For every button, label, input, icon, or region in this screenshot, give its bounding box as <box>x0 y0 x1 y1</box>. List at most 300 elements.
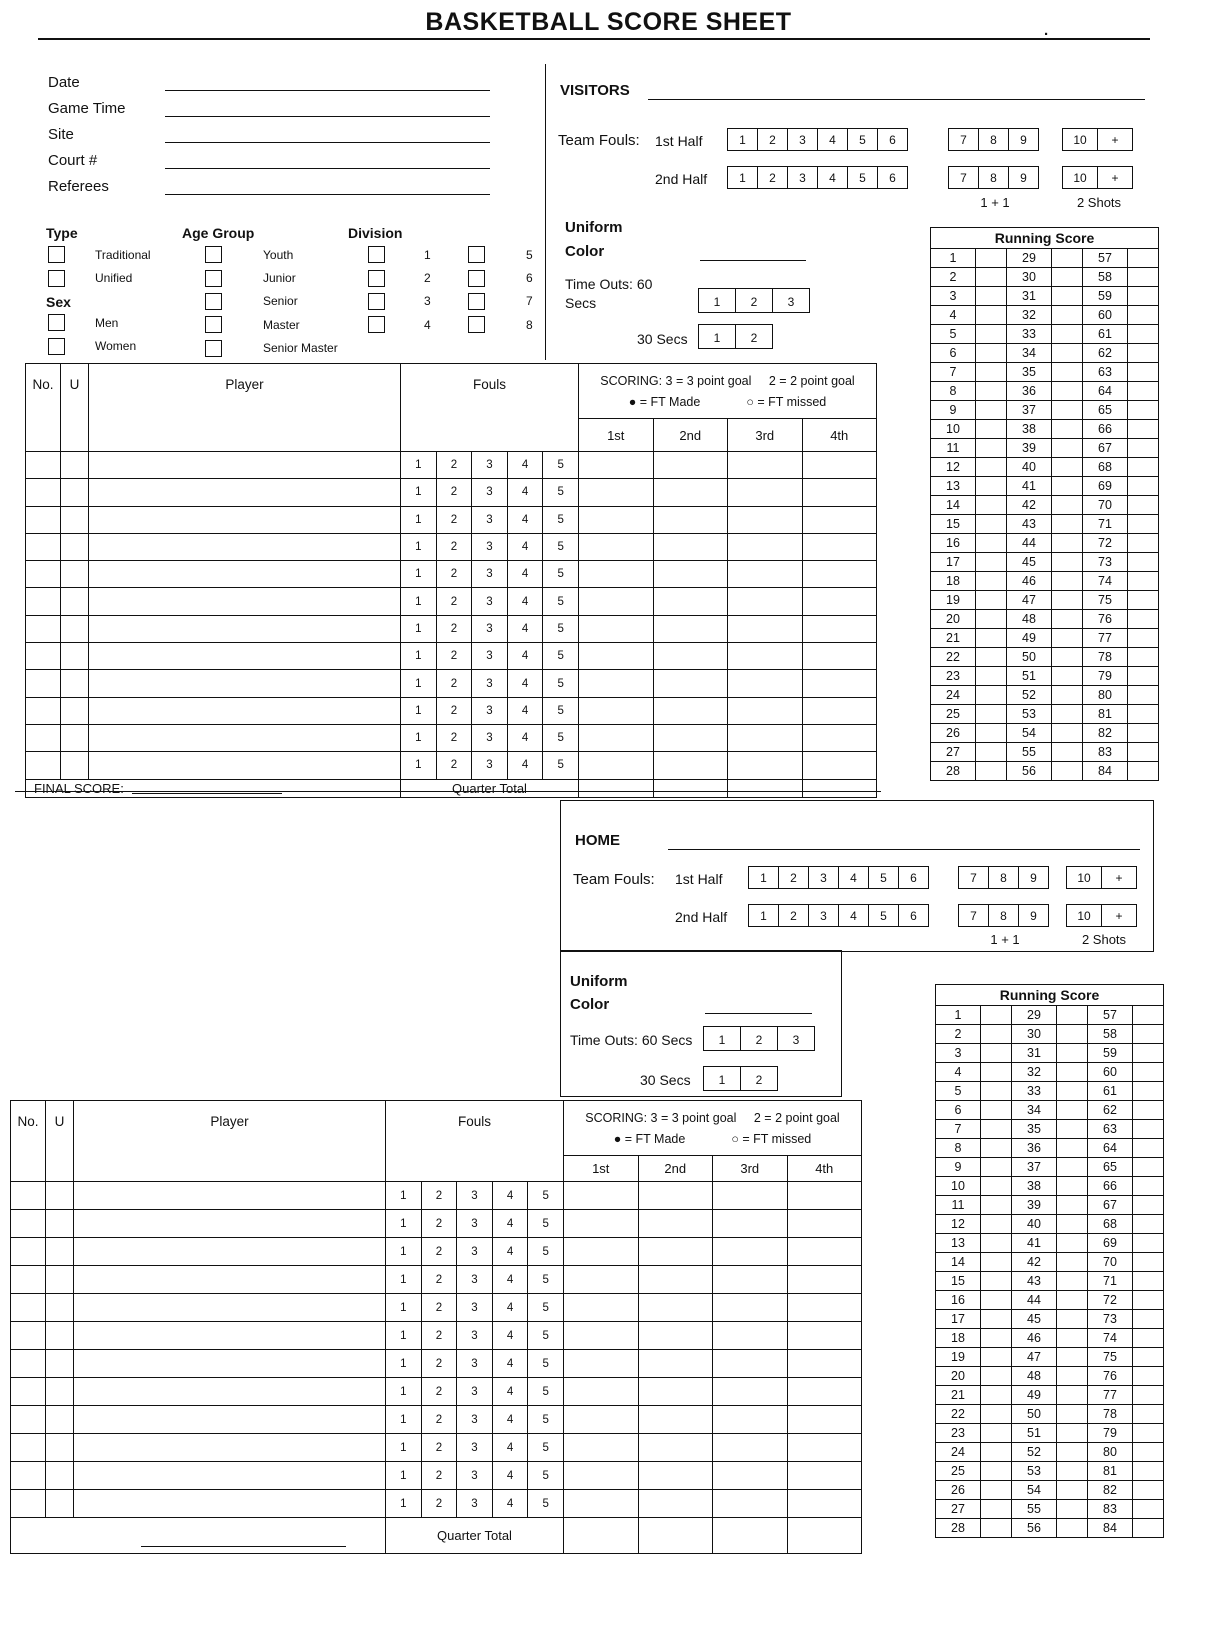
checkbox-6[interactable] <box>468 270 485 287</box>
checkbox-women[interactable] <box>48 338 65 355</box>
checkbox-5[interactable] <box>468 246 485 263</box>
unified-cell <box>46 1238 74 1265</box>
running-score-mark-cell <box>976 743 1007 762</box>
running-score-mark-cell <box>981 1443 1012 1462</box>
running-score-mark-cell <box>981 1481 1012 1500</box>
fouls-cell <box>386 1210 564 1237</box>
running-score-number-67: 67 <box>1083 439 1128 458</box>
home-two-shots-label: 2 Shots <box>1081 932 1127 947</box>
player-number-cell <box>26 643 61 669</box>
quarter-score-cell-3rd <box>713 1182 788 1209</box>
running-score-number-62: 62 <box>1088 1101 1133 1120</box>
running-score-mark-cell <box>981 1006 1012 1025</box>
team-foul-box-3[interactable]: 3 <box>808 904 839 927</box>
quarter-score-cell-3rd <box>728 588 803 614</box>
quarter-score-cell-4th <box>788 1322 862 1349</box>
checkbox-label-youth: Youth <box>263 247 294 262</box>
final-score-area <box>26 780 401 797</box>
running-score-number-21: 21 <box>936 1386 981 1405</box>
fouls-cell <box>386 1182 564 1209</box>
running-score-mark-cell <box>1128 762 1159 781</box>
checkbox-2[interactable] <box>368 270 385 287</box>
checkbox-row-5 <box>468 243 533 266</box>
timeout-box-1[interactable]: 1 <box>703 1066 741 1091</box>
team-foul-box-9[interactable]: 9 <box>1018 904 1049 927</box>
running-score-mark-cell <box>1133 1253 1164 1272</box>
team-foul-box-6[interactable]: 6 <box>898 904 929 927</box>
running-score-mark-cell <box>1057 1101 1088 1120</box>
quarter-score-cell-2nd <box>639 1238 714 1265</box>
foul-number-1: 1 <box>386 1182 422 1209</box>
foul-number-5: 5 <box>542 1385 549 1398</box>
team-foul-box-8[interactable]: 8 <box>988 904 1019 927</box>
type-checkbox-group <box>48 243 151 290</box>
checkbox-unified[interactable] <box>48 270 65 287</box>
team-foul-box-9[interactable]: 9 <box>1008 128 1039 151</box>
team-foul-box-8[interactable]: 8 <box>978 166 1009 189</box>
running-score-number-65: 65 <box>1088 1158 1133 1177</box>
player-number-cell <box>26 588 61 614</box>
running-score-mark-cell <box>976 268 1007 287</box>
checkbox-row-unified <box>48 266 151 289</box>
running-score-row <box>931 762 1159 781</box>
sex-section-label: Sex <box>46 294 71 310</box>
quarter-total-cell-2nd <box>654 780 729 797</box>
quarter-header-1st: 1st <box>579 419 654 451</box>
timeout-box-2[interactable]: 2 <box>740 1066 778 1091</box>
team-foul-box-1[interactable]: 1 <box>748 866 779 889</box>
visitors-timeouts-60-label: Time Outs: 60 <box>565 276 653 292</box>
running-score-mark-cell <box>976 572 1007 591</box>
running-score-number-18: 18 <box>931 572 976 591</box>
team-foul-box-4[interactable]: 4 <box>838 904 869 927</box>
team-foul-box-plus[interactable]: + <box>1101 866 1137 889</box>
quarter-score-cell-1st <box>564 1378 639 1405</box>
checkbox-master[interactable] <box>205 316 222 333</box>
running-score-row <box>931 420 1159 439</box>
team-foul-box-10[interactable]: 10 <box>1066 866 1102 889</box>
player-number-cell <box>11 1406 46 1433</box>
team-foul-box-5[interactable]: 5 <box>847 128 878 151</box>
foul-number-2: 2 <box>422 1294 458 1321</box>
checkbox-4[interactable] <box>368 316 385 333</box>
team-foul-box-4[interactable]: 4 <box>817 128 848 151</box>
running-score-mark-cell <box>1057 1481 1088 1500</box>
running-score-mark-cell <box>981 1500 1012 1519</box>
running-score-number-63: 63 <box>1088 1120 1133 1139</box>
checkbox-label-5: 5 <box>526 247 533 262</box>
foul-number-2: 2 <box>422 1378 458 1405</box>
foul-number-4: 4 <box>493 1210 529 1237</box>
running-score-mark-cell <box>981 1025 1012 1044</box>
quarter-score-cell-1st <box>564 1490 639 1517</box>
unified-cell <box>61 752 89 778</box>
running-score-mark-cell <box>1133 1139 1164 1158</box>
running-score-row <box>936 1234 1164 1253</box>
quarter-total-cell-1st <box>579 780 654 797</box>
running-score-mark-cell <box>1128 363 1159 382</box>
running-score-mark-cell <box>1057 1500 1088 1519</box>
team-foul-box-1[interactable]: 1 <box>748 904 779 927</box>
team-foul-box-9[interactable]: 9 <box>1018 866 1049 889</box>
foul-number-3: 3 <box>457 1462 493 1489</box>
running-score-mark-cell <box>976 591 1007 610</box>
running-score-mark-cell <box>1057 1215 1088 1234</box>
team-foul-box-7[interactable]: 7 <box>958 866 989 889</box>
quarter-score-cell-2nd <box>654 643 729 669</box>
team-foul-box-8[interactable]: 8 <box>988 866 1019 889</box>
running-score-number-16: 16 <box>931 534 976 553</box>
timeout-box-3[interactable]: 3 <box>777 1026 815 1051</box>
team-foul-box-4[interactable]: 4 <box>838 866 869 889</box>
running-score-mark-cell <box>981 1519 1012 1538</box>
team-foul-box-2[interactable]: 2 <box>757 128 788 151</box>
running-score-number-11: 11 <box>931 439 976 458</box>
team-foul-box-7[interactable]: 7 <box>948 166 979 189</box>
running-score-mark-cell <box>1133 1177 1164 1196</box>
quarter-score-cell-4th <box>803 534 877 560</box>
running-score-mark-cell <box>981 1158 1012 1177</box>
checkbox-3[interactable] <box>368 293 385 310</box>
running-score-number-81: 81 <box>1088 1462 1133 1481</box>
running-score-number-80: 80 <box>1088 1443 1133 1462</box>
checkbox-label-senior: Senior <box>263 294 298 309</box>
running-score-row <box>936 1462 1164 1481</box>
running-score-number-79: 79 <box>1083 667 1128 686</box>
foul-number-4: 4 <box>508 698 544 724</box>
running-score-row <box>931 363 1159 382</box>
foul-number-1: 1 <box>386 1210 422 1237</box>
quarter-score-cell-4th <box>803 725 877 751</box>
running-score-number-15: 15 <box>936 1272 981 1291</box>
quarter-total-cell-4th <box>788 1518 862 1553</box>
fouls-cell <box>401 725 579 751</box>
visitors-team-fouls-label: Team Fouls: <box>558 132 640 149</box>
running-score-number-3: 3 <box>936 1044 981 1063</box>
running-score-mark-cell <box>1057 1139 1088 1158</box>
quarter-score-cell-2nd <box>654 452 729 478</box>
running-score-number-59: 59 <box>1088 1044 1133 1063</box>
foul-number-1: 1 <box>386 1378 422 1405</box>
foul-number-3: 3 <box>457 1378 493 1405</box>
checkbox-youth[interactable] <box>205 246 222 263</box>
team-foul-box-8[interactable]: 8 <box>978 128 1009 151</box>
running-score-mark-cell <box>1133 1500 1164 1519</box>
running-score-row <box>936 1310 1164 1329</box>
running-score-number-68: 68 <box>1083 458 1128 477</box>
team-foul-box-2[interactable]: 2 <box>778 904 809 927</box>
running-score-mark-cell <box>1128 515 1159 534</box>
home-30s-timeout-boxes <box>703 1066 778 1091</box>
running-score-mark-cell <box>981 1044 1012 1063</box>
ft-made-legend: ● = FT Made <box>613 1132 686 1146</box>
foul-number-5: 5 <box>557 595 564 608</box>
unified-cell <box>61 507 89 533</box>
scoring-rule-3pt: SCORING: 3 = 3 point goal <box>600 374 752 388</box>
running-score-mark-cell <box>1133 1272 1164 1291</box>
running-score-number-79: 79 <box>1088 1424 1133 1443</box>
quarter-header-4th: 4th <box>815 1161 834 1176</box>
team-foul-box-plus[interactable]: + <box>1101 904 1137 927</box>
quarter-total-cell-3rd <box>728 780 803 797</box>
running-score-mark-cell <box>1128 610 1159 629</box>
running-score-number-29: 29 <box>1007 249 1052 268</box>
team-foul-box-6[interactable]: 6 <box>898 866 929 889</box>
field-label-game-time: Game Time <box>48 100 126 117</box>
running-score-number-20: 20 <box>931 610 976 629</box>
foul-number-4: 4 <box>493 1434 529 1461</box>
running-score-number-74: 74 <box>1083 572 1128 591</box>
running-score-number-50: 50 <box>1007 648 1052 667</box>
foul-number-3: 3 <box>472 588 508 614</box>
running-score-number-35: 35 <box>1007 363 1052 382</box>
scoring-legend-line2 <box>579 395 876 409</box>
running-score-mark-cell <box>1133 1386 1164 1405</box>
foul-number-2: 2 <box>437 670 473 696</box>
team-foul-box-6[interactable]: 6 <box>877 128 908 151</box>
quarter-score-cell-4th <box>788 1462 862 1489</box>
running-score-mark-cell <box>976 287 1007 306</box>
running-score-mark-cell <box>1052 382 1083 401</box>
timeout-box-3[interactable]: 3 <box>772 288 810 313</box>
timeout-box-2[interactable]: 2 <box>735 288 773 313</box>
quarter-score-cell-3rd <box>713 1350 788 1377</box>
player-name-cell <box>89 561 401 587</box>
home-uniform-color-line[interactable] <box>705 1013 812 1014</box>
running-score-number-68: 68 <box>1088 1215 1133 1234</box>
running-score-number-57: 57 <box>1083 249 1128 268</box>
visitors-uniform-label: Uniform <box>565 219 623 236</box>
quarter-score-cell-3rd <box>713 1378 788 1405</box>
quarter-header-2nd: 2nd <box>639 1156 714 1181</box>
scoring-legend-line2 <box>564 1132 861 1146</box>
quarter-header-3rd: 3rd <box>713 1156 788 1181</box>
running-score-number-76: 76 <box>1083 610 1128 629</box>
half-page-divider-line <box>15 791 881 792</box>
team-foul-box-plus[interactable]: + <box>1097 128 1133 151</box>
checkbox-row-2 <box>368 266 431 289</box>
player-row <box>26 588 876 615</box>
running-score-number-50: 50 <box>1012 1405 1057 1424</box>
fouls-cell <box>401 479 579 505</box>
foul-number-5: 5 <box>557 459 564 472</box>
running-score-row <box>936 1291 1164 1310</box>
running-score-mark-cell <box>976 610 1007 629</box>
player-row <box>11 1294 861 1322</box>
team-foul-box-2[interactable]: 2 <box>778 866 809 889</box>
field-fill-line-referees[interactable] <box>165 194 490 195</box>
team-foul-box-10[interactable]: 10 <box>1062 128 1098 151</box>
visitors-team-name-line[interactable] <box>648 99 1145 100</box>
team-foul-box-5[interactable]: 5 <box>868 904 899 927</box>
checkbox-senior-master[interactable] <box>205 340 222 357</box>
team-foul-box-3[interactable]: 3 <box>808 866 839 889</box>
running-score-mark-cell <box>976 306 1007 325</box>
running-score-row <box>931 401 1159 420</box>
running-score-number-82: 82 <box>1083 724 1128 743</box>
running-score-mark-cell <box>1128 534 1159 553</box>
team-foul-box-5[interactable]: 5 <box>868 866 899 889</box>
running-score-mark-cell <box>1133 1120 1164 1139</box>
running-score-mark-cell <box>1057 1044 1088 1063</box>
foul-number-5: 5 <box>557 677 564 690</box>
quarter-score-cell-3rd <box>728 561 803 587</box>
running-score-mark-cell <box>1057 1158 1088 1177</box>
team-foul-box-6[interactable]: 6 <box>877 166 908 189</box>
running-score-number-77: 77 <box>1083 629 1128 648</box>
foul-number-2: 2 <box>422 1182 458 1209</box>
final-score-label: FINAL SCORE: <box>34 780 124 796</box>
running-score-number-1: 1 <box>936 1006 981 1025</box>
quarter-score-cell-1st <box>564 1182 639 1209</box>
foul-number-3: 3 <box>457 1210 493 1237</box>
checkbox-label-traditional: Traditional <box>95 247 151 262</box>
foul-number-4: 4 <box>493 1238 529 1265</box>
checkbox-senior[interactable] <box>205 293 222 310</box>
team-foul-box-7[interactable]: 7 <box>958 904 989 927</box>
timeout-box-1[interactable]: 1 <box>703 1026 741 1051</box>
running-score-number-33: 33 <box>1007 325 1052 344</box>
checkbox-traditional[interactable] <box>48 246 65 263</box>
player-name-cell <box>74 1490 386 1517</box>
player-row <box>11 1182 861 1210</box>
player-number-cell <box>11 1238 46 1265</box>
running-score-row <box>931 591 1159 610</box>
foul-number-3: 3 <box>472 670 508 696</box>
foul-number-2: 2 <box>437 588 473 614</box>
foul-number-1: 1 <box>386 1462 422 1489</box>
foul-number-1: 1 <box>401 643 437 669</box>
foul-number-4: 4 <box>508 507 544 533</box>
scoring-legend-line1 <box>579 374 876 388</box>
foul-number-1: 1 <box>401 561 437 587</box>
running-score-mark-cell <box>1133 1329 1164 1348</box>
running-score-number-17: 17 <box>931 553 976 572</box>
foul-number-1: 1 <box>401 670 437 696</box>
running-score-number-28: 28 <box>936 1519 981 1538</box>
field-fill-line-date[interactable] <box>165 90 490 91</box>
fouls-cell <box>386 1322 564 1349</box>
quarter-score-cell-1st <box>579 507 654 533</box>
fouls-cell <box>401 588 579 614</box>
foul-number-5: 5 <box>542 1413 549 1426</box>
visitors-player-rows <box>26 452 876 780</box>
foul-number-1: 1 <box>386 1238 422 1265</box>
running-score-mark-cell <box>976 496 1007 515</box>
running-score-number-34: 34 <box>1012 1101 1057 1120</box>
visitors-one-and-one-label: 1 + 1 <box>980 195 1010 210</box>
running-score-row <box>936 1405 1164 1424</box>
running-score-number-76: 76 <box>1088 1367 1133 1386</box>
running-score-mark-cell <box>1057 1196 1088 1215</box>
running-score-row <box>936 1424 1164 1443</box>
player-row <box>11 1210 861 1238</box>
field-fill-line-game-time[interactable] <box>165 116 490 117</box>
running-score-row <box>936 1025 1164 1044</box>
home-team-name-line[interactable] <box>668 849 1140 850</box>
running-score-mark-cell <box>1052 306 1083 325</box>
foul-number-5: 5 <box>542 1301 549 1314</box>
running-score-mark-cell <box>981 1120 1012 1139</box>
visitors-30s-timeout-boxes <box>698 324 773 349</box>
checkbox-7[interactable] <box>468 293 485 310</box>
checkbox-label-men: Men <box>95 315 119 330</box>
team-foul-box-3[interactable]: 3 <box>787 128 818 151</box>
foul-number-5: 5 <box>542 1469 549 1482</box>
team-foul-box-10[interactable]: 10 <box>1066 904 1102 927</box>
checkbox-8[interactable] <box>468 316 485 333</box>
visitors-first-half-label: 1st Half <box>655 133 703 149</box>
running-score-number-61: 61 <box>1083 325 1128 344</box>
foul-number-3: 3 <box>472 725 508 751</box>
visitors-uniform-color-line[interactable] <box>700 260 806 261</box>
foul-number-4: 4 <box>508 752 544 778</box>
home-second-half-label: 2nd Half <box>675 909 728 925</box>
foul-number-1: 1 <box>401 588 437 614</box>
running-score-row <box>936 1177 1164 1196</box>
team-foul-box-5[interactable]: 5 <box>847 166 878 189</box>
fouls-cell <box>401 752 579 778</box>
running-score-mark-cell <box>1057 1291 1088 1310</box>
foul-number-4: 4 <box>508 452 544 478</box>
running-score-mark-cell <box>981 1101 1012 1120</box>
field-fill-line-site[interactable] <box>165 142 490 143</box>
quarter-score-cell-4th <box>803 643 877 669</box>
team-foul-box-7[interactable]: 7 <box>948 128 979 151</box>
quarter-score-cell-3rd <box>713 1266 788 1293</box>
team-foul-box-1[interactable]: 1 <box>727 128 758 151</box>
foul-number-4: 4 <box>493 1378 529 1405</box>
team-foul-box-3[interactable]: 3 <box>787 166 818 189</box>
team-foul-box-4[interactable]: 4 <box>817 166 848 189</box>
team-foul-box-9[interactable]: 9 <box>1008 166 1039 189</box>
player-number-cell <box>26 561 61 587</box>
checkbox-junior[interactable] <box>205 270 222 287</box>
running-score-mark-cell <box>1128 572 1159 591</box>
running-score-mark-cell <box>1052 629 1083 648</box>
visitors-team-label: VISITORS <box>560 82 630 99</box>
scoring-rule-2pt: 2 = 2 point goal <box>768 374 855 388</box>
timeout-box-1[interactable]: 1 <box>698 288 736 313</box>
timeout-box-2[interactable]: 2 <box>740 1026 778 1051</box>
final-score-fill-line[interactable] <box>132 782 282 794</box>
quarter-score-cell-3rd <box>728 670 803 696</box>
scoring-header <box>564 1101 861 1181</box>
running-score-number-64: 64 <box>1083 382 1128 401</box>
field-fill-line-court[interactable] <box>165 168 490 169</box>
home-footer-fill-line[interactable] <box>141 1535 346 1547</box>
checkbox-1[interactable] <box>368 246 385 263</box>
foul-number-2: 2 <box>422 1266 458 1293</box>
running-score-number-29: 29 <box>1012 1006 1057 1025</box>
foul-number-5: 5 <box>542 1329 549 1342</box>
team-foul-box-2[interactable]: 2 <box>757 166 788 189</box>
player-number-cell <box>11 1350 46 1377</box>
team-foul-box-1[interactable]: 1 <box>727 166 758 189</box>
team-foul-box-10[interactable]: 10 <box>1062 166 1098 189</box>
timeout-box-1[interactable]: 1 <box>698 324 736 349</box>
checkbox-men[interactable] <box>48 314 65 331</box>
running-score-mark-cell <box>981 1196 1012 1215</box>
checkbox-row-1 <box>368 243 431 266</box>
division-checkbox-group-5-8 <box>468 243 533 337</box>
foul-number-2: 2 <box>422 1462 458 1489</box>
running-score-mark-cell <box>976 439 1007 458</box>
running-score-mark-cell <box>1057 1006 1088 1025</box>
team-foul-box-plus[interactable]: + <box>1097 166 1133 189</box>
running-score-number-54: 54 <box>1012 1481 1057 1500</box>
timeout-box-2[interactable]: 2 <box>735 324 773 349</box>
